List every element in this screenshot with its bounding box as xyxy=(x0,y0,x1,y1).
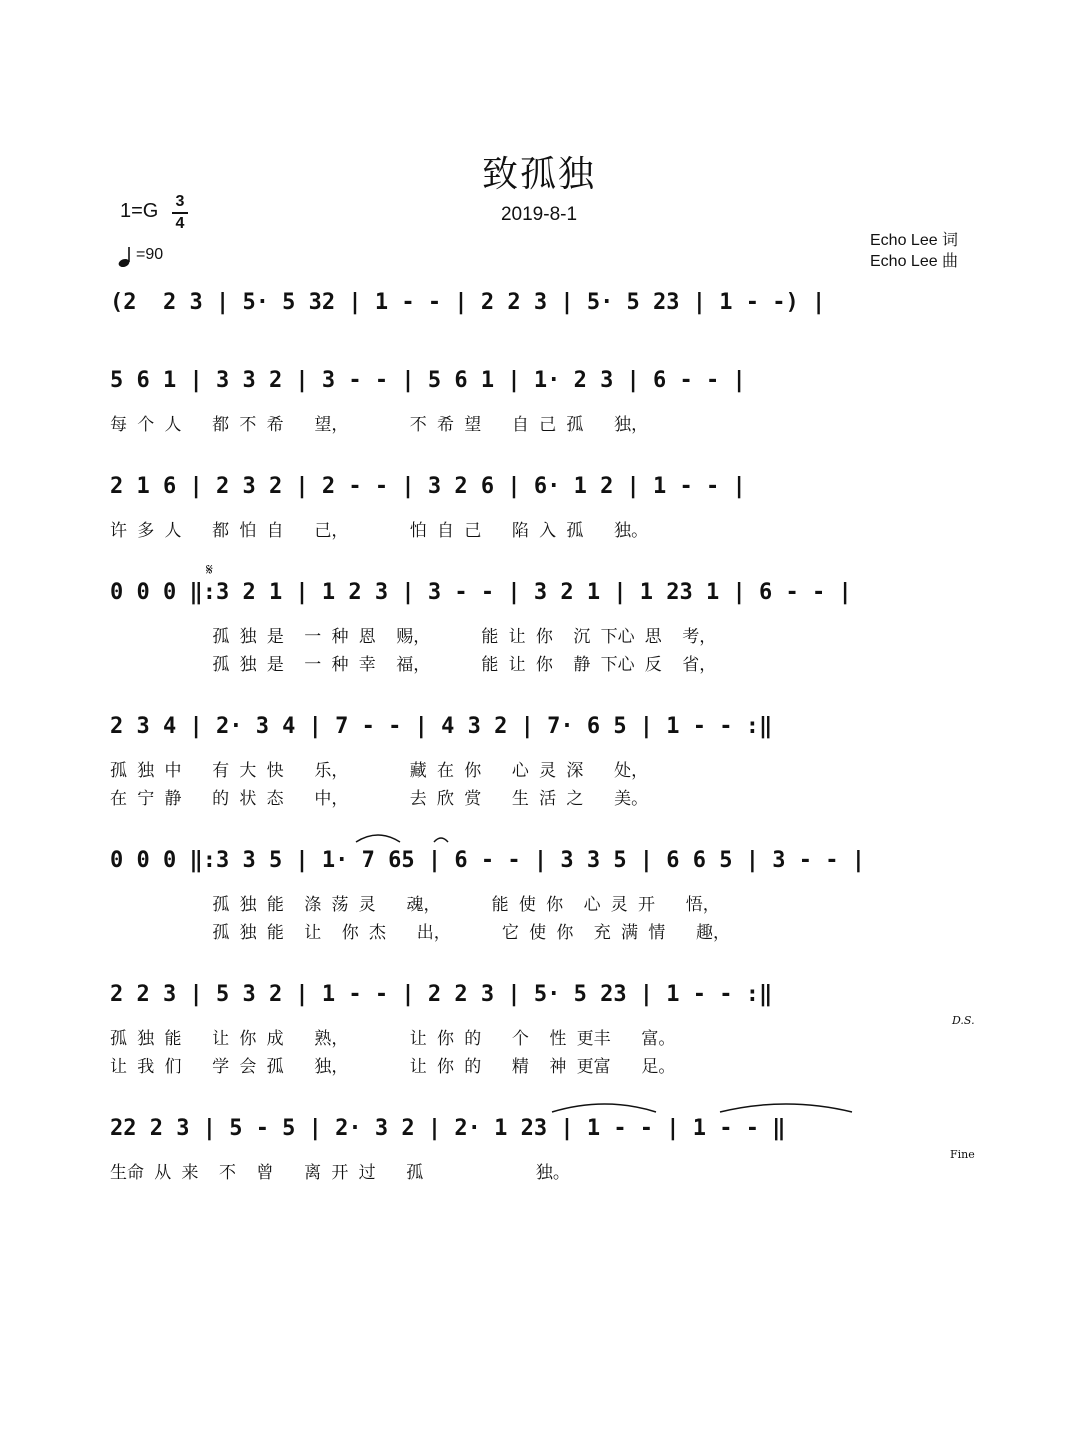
slur-row5-b xyxy=(434,838,448,842)
score-row-3: 0 0 0 ‖:3 2 1 | 1 2 3 | 3 - - | 3 2 1 | 1 23 1 | 6 - - | xyxy=(110,580,852,605)
time-signature-bottom: 4 xyxy=(175,215,185,232)
composer-credit: Echo Lee 曲 xyxy=(870,253,959,270)
lyrics-row-6-verse-1: 孤 独 能 让 你 成 熟， 让 你 的 个 性 更丰 富。 xyxy=(110,1029,676,1049)
score-row-intro: (2 2 3 | 5· 5 32 | 1 - - | 2 2 3 | 5· 5 23 | 1 - -) | xyxy=(110,290,826,315)
lyrics-row-5-verse-2: 孤 独 能 让 你 杰 出， 它 使 你 充 满 情 趣， xyxy=(110,923,730,943)
time-signature xyxy=(172,193,188,233)
ds-marking: D.S. xyxy=(952,1014,975,1027)
time-signature-top: 3 xyxy=(175,193,185,210)
lyrics-row-7: 生命 从 来 不 曾 离 开 过 孤 独。 xyxy=(110,1163,570,1183)
slur-row7-a xyxy=(552,1104,656,1112)
score-row-1: 5 6 1 | 3 3 2 | 3 - - | 5 6 1 | 1· 2 3 | 6 - - | xyxy=(110,368,746,393)
slur-row7-b xyxy=(720,1104,852,1112)
lyrics-row-4-verse-1: 孤 独 中 有 大 快 乐， 藏 在 你 心 灵 深 处， xyxy=(110,761,649,781)
score-row-7: 22 2 3 | 5 - 5 | 2· 3 2 | 2· 1 23 | 1 - - | 1 - - ‖ xyxy=(110,1116,786,1141)
song-date: 2019-8-1 xyxy=(500,204,578,225)
lyrics-row-1: 每 个 人 都 不 希 望， 不 希 望 自 己 孤 独， xyxy=(110,415,649,435)
fraction-bar xyxy=(172,212,188,214)
score-row-2: 2 1 6 | 2 3 2 | 2 - - | 3 2 6 | 6· 1 2 | 1 - - | xyxy=(110,474,746,499)
lyrics-row-2: 许 多 人 都 怕 自 己， 怕 自 己 陷 入 孤 独。 xyxy=(110,521,649,541)
lyrics-row-6-verse-2: 让 我 们 学 会 孤 独， 让 你 的 精 神 更富 足。 xyxy=(110,1057,676,1077)
tempo-marking: =90 xyxy=(136,246,164,263)
score-row-6: 2 2 3 | 5 3 2 | 1 - - | 2 2 3 | 5· 5 23 | 1 - - :‖ xyxy=(110,982,773,1007)
score-row-4: 2 3 4 | 2· 3 4 | 7 - - | 4 3 2 | 7· 6 5 | 1 - - :‖ xyxy=(110,714,773,739)
lyrics-row-3-verse-2: 孤 独 是 一 种 幸 福， 能 让 你 静 下心 反 省， xyxy=(110,655,717,675)
fine-marking: Fine xyxy=(950,1148,975,1161)
lyrics-row-5-verse-1: 孤 独 能 涤 荡 灵 魂， 能 使 你 心 灵 开 悟， xyxy=(110,895,720,915)
lyricist-credit: Echo Lee 词 xyxy=(870,232,959,249)
song-title: 致孤独 xyxy=(481,154,596,195)
lyrics-row-4-verse-2: 在 宁 静 的 状 态 中， 去 欣 赏 生 活 之 美。 xyxy=(110,789,649,809)
key-signature: 1=G xyxy=(120,200,159,222)
slur-row5-a xyxy=(356,835,400,842)
quarter-note-icon xyxy=(118,246,136,268)
score-row-5: 0 0 0 ‖:3 3 5 | 1· 7 65 | 6 - - | 3 3 5 | 6 6 5 | 3 - - | xyxy=(110,848,865,873)
segno-sign: 𝄋 xyxy=(206,560,213,579)
lyrics-row-3-verse-1: 孤 独 是 一 种 恩 赐， 能 让 你 沉 下心 思 考， xyxy=(110,627,717,647)
